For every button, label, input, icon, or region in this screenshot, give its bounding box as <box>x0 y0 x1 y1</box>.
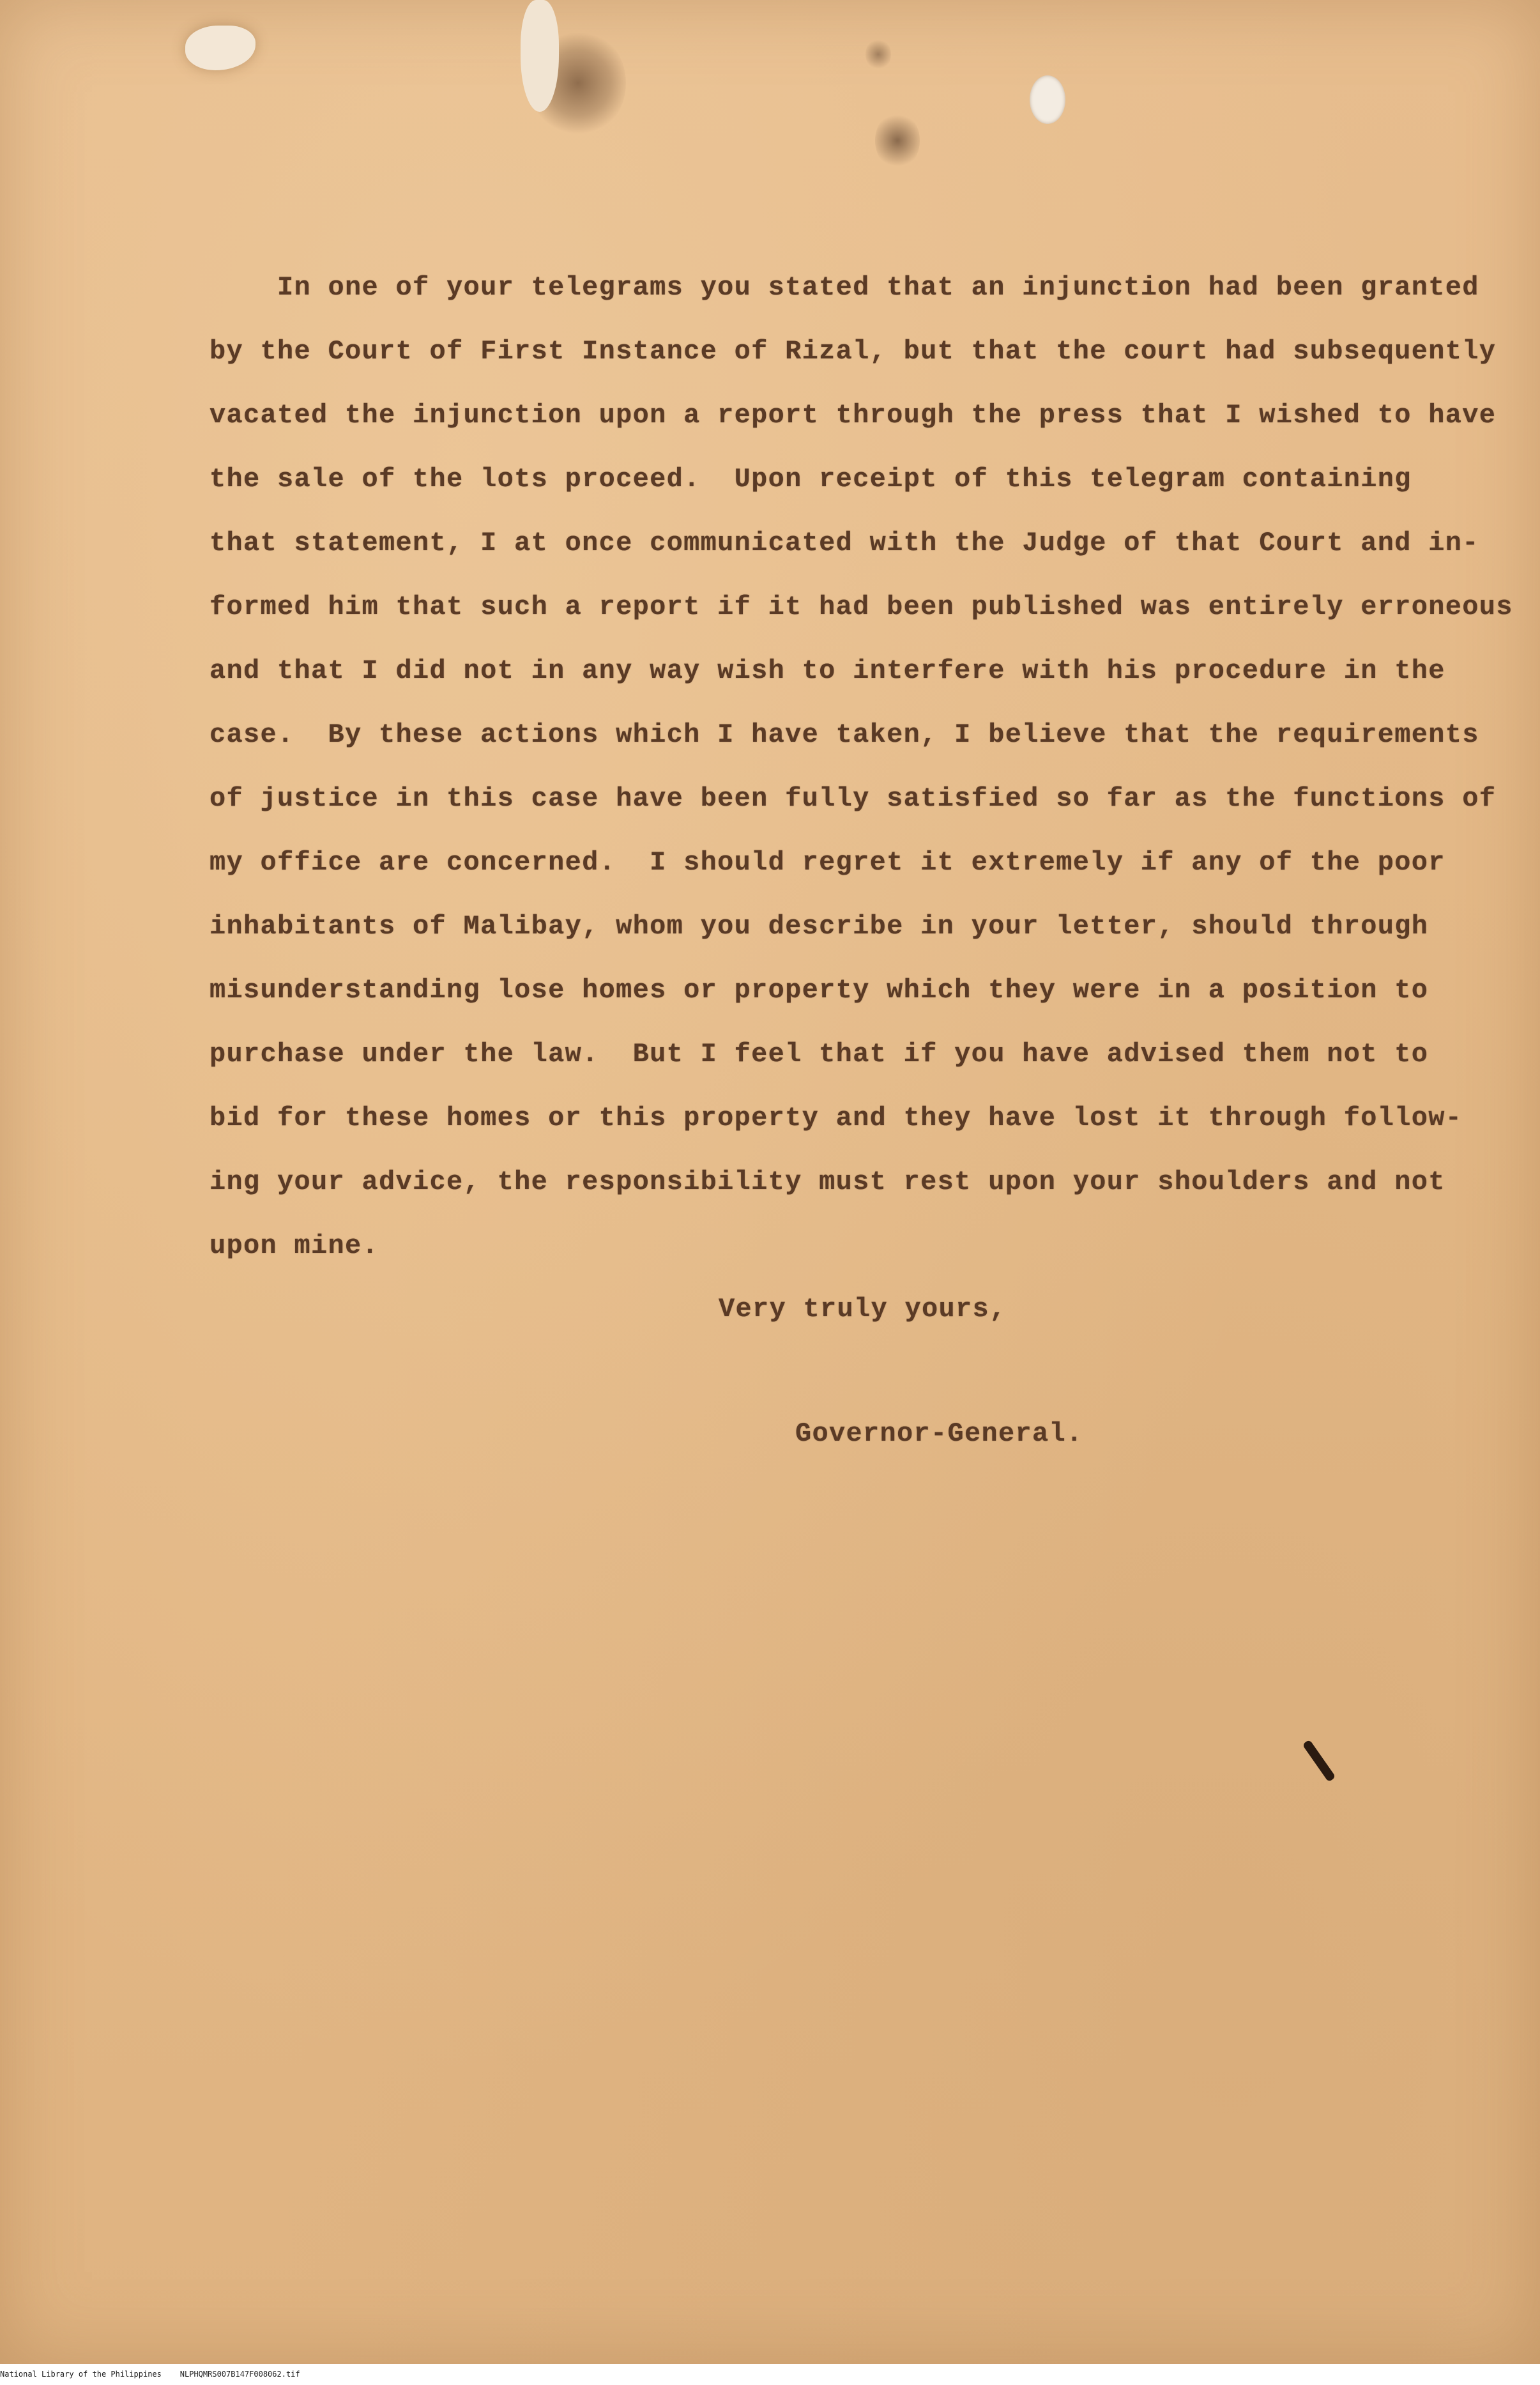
punch-hole <box>1030 75 1065 124</box>
letter-line: of justice in this case have been fully satisfied so far as the functions of <box>210 783 1497 814</box>
letter-line: formed him that such a report if it had been published was entirely erroneous <box>210 592 1513 622</box>
letter-line: by the Court of First Instance of Rizal, but that the court had subsequently <box>210 336 1497 367</box>
ink-stain <box>865 38 891 70</box>
letter-line: case. By these actions which I have taken, I believe that the requirements <box>210 719 1479 750</box>
letter-line: misunderstanding lose homes or property which they were in a position to <box>210 975 1429 1006</box>
letter-closing: Very truly yours, <box>719 1294 1007 1324</box>
signature-title: Governor-General. <box>795 1418 1083 1449</box>
letter-line: my office are concerned. I should regret it extremely if any of the poor <box>210 847 1445 878</box>
letter-line: ing your advice, the responsibility must rest upon your shoulders and not <box>210 1167 1445 1197</box>
letter-line: vacated the injunction upon a report through the press that I wished to have <box>210 400 1497 431</box>
letter-line: bid for these homes or this property and they have lost it through follow- <box>210 1103 1463 1133</box>
letter-line: that statement, I at once communicated with the Judge of that Court and in- <box>210 528 1479 558</box>
letter-line: and that I did not in any way wish to interfere with his procedure in the <box>210 656 1445 686</box>
letter-line: the sale of the lots proceed. Upon receipt of this telegram containing <box>210 464 1412 495</box>
pen-mark <box>1302 1739 1336 1782</box>
letter-line: purchase under the law. But I feel that if you have advised them not to <box>210 1039 1429 1070</box>
ink-stain <box>875 112 920 169</box>
scan-footer <box>0 2364 1540 2385</box>
letter-line: upon mine. <box>210 1231 379 1261</box>
letter-line: inhabitants of Malibay, whom you describe in your letter, should through <box>210 911 1429 942</box>
letter-body <box>210 268 1513 1291</box>
paper-tear <box>185 26 255 70</box>
footer-institution: National Library of the Philippines <box>0 2370 162 2379</box>
letter-line: In one of your telegrams you stated that an injunction had been granted <box>210 272 1479 303</box>
paper-tear <box>521 0 559 112</box>
footer-file-id: NLPHQMRS007B147F008062.tif <box>179 2370 300 2379</box>
